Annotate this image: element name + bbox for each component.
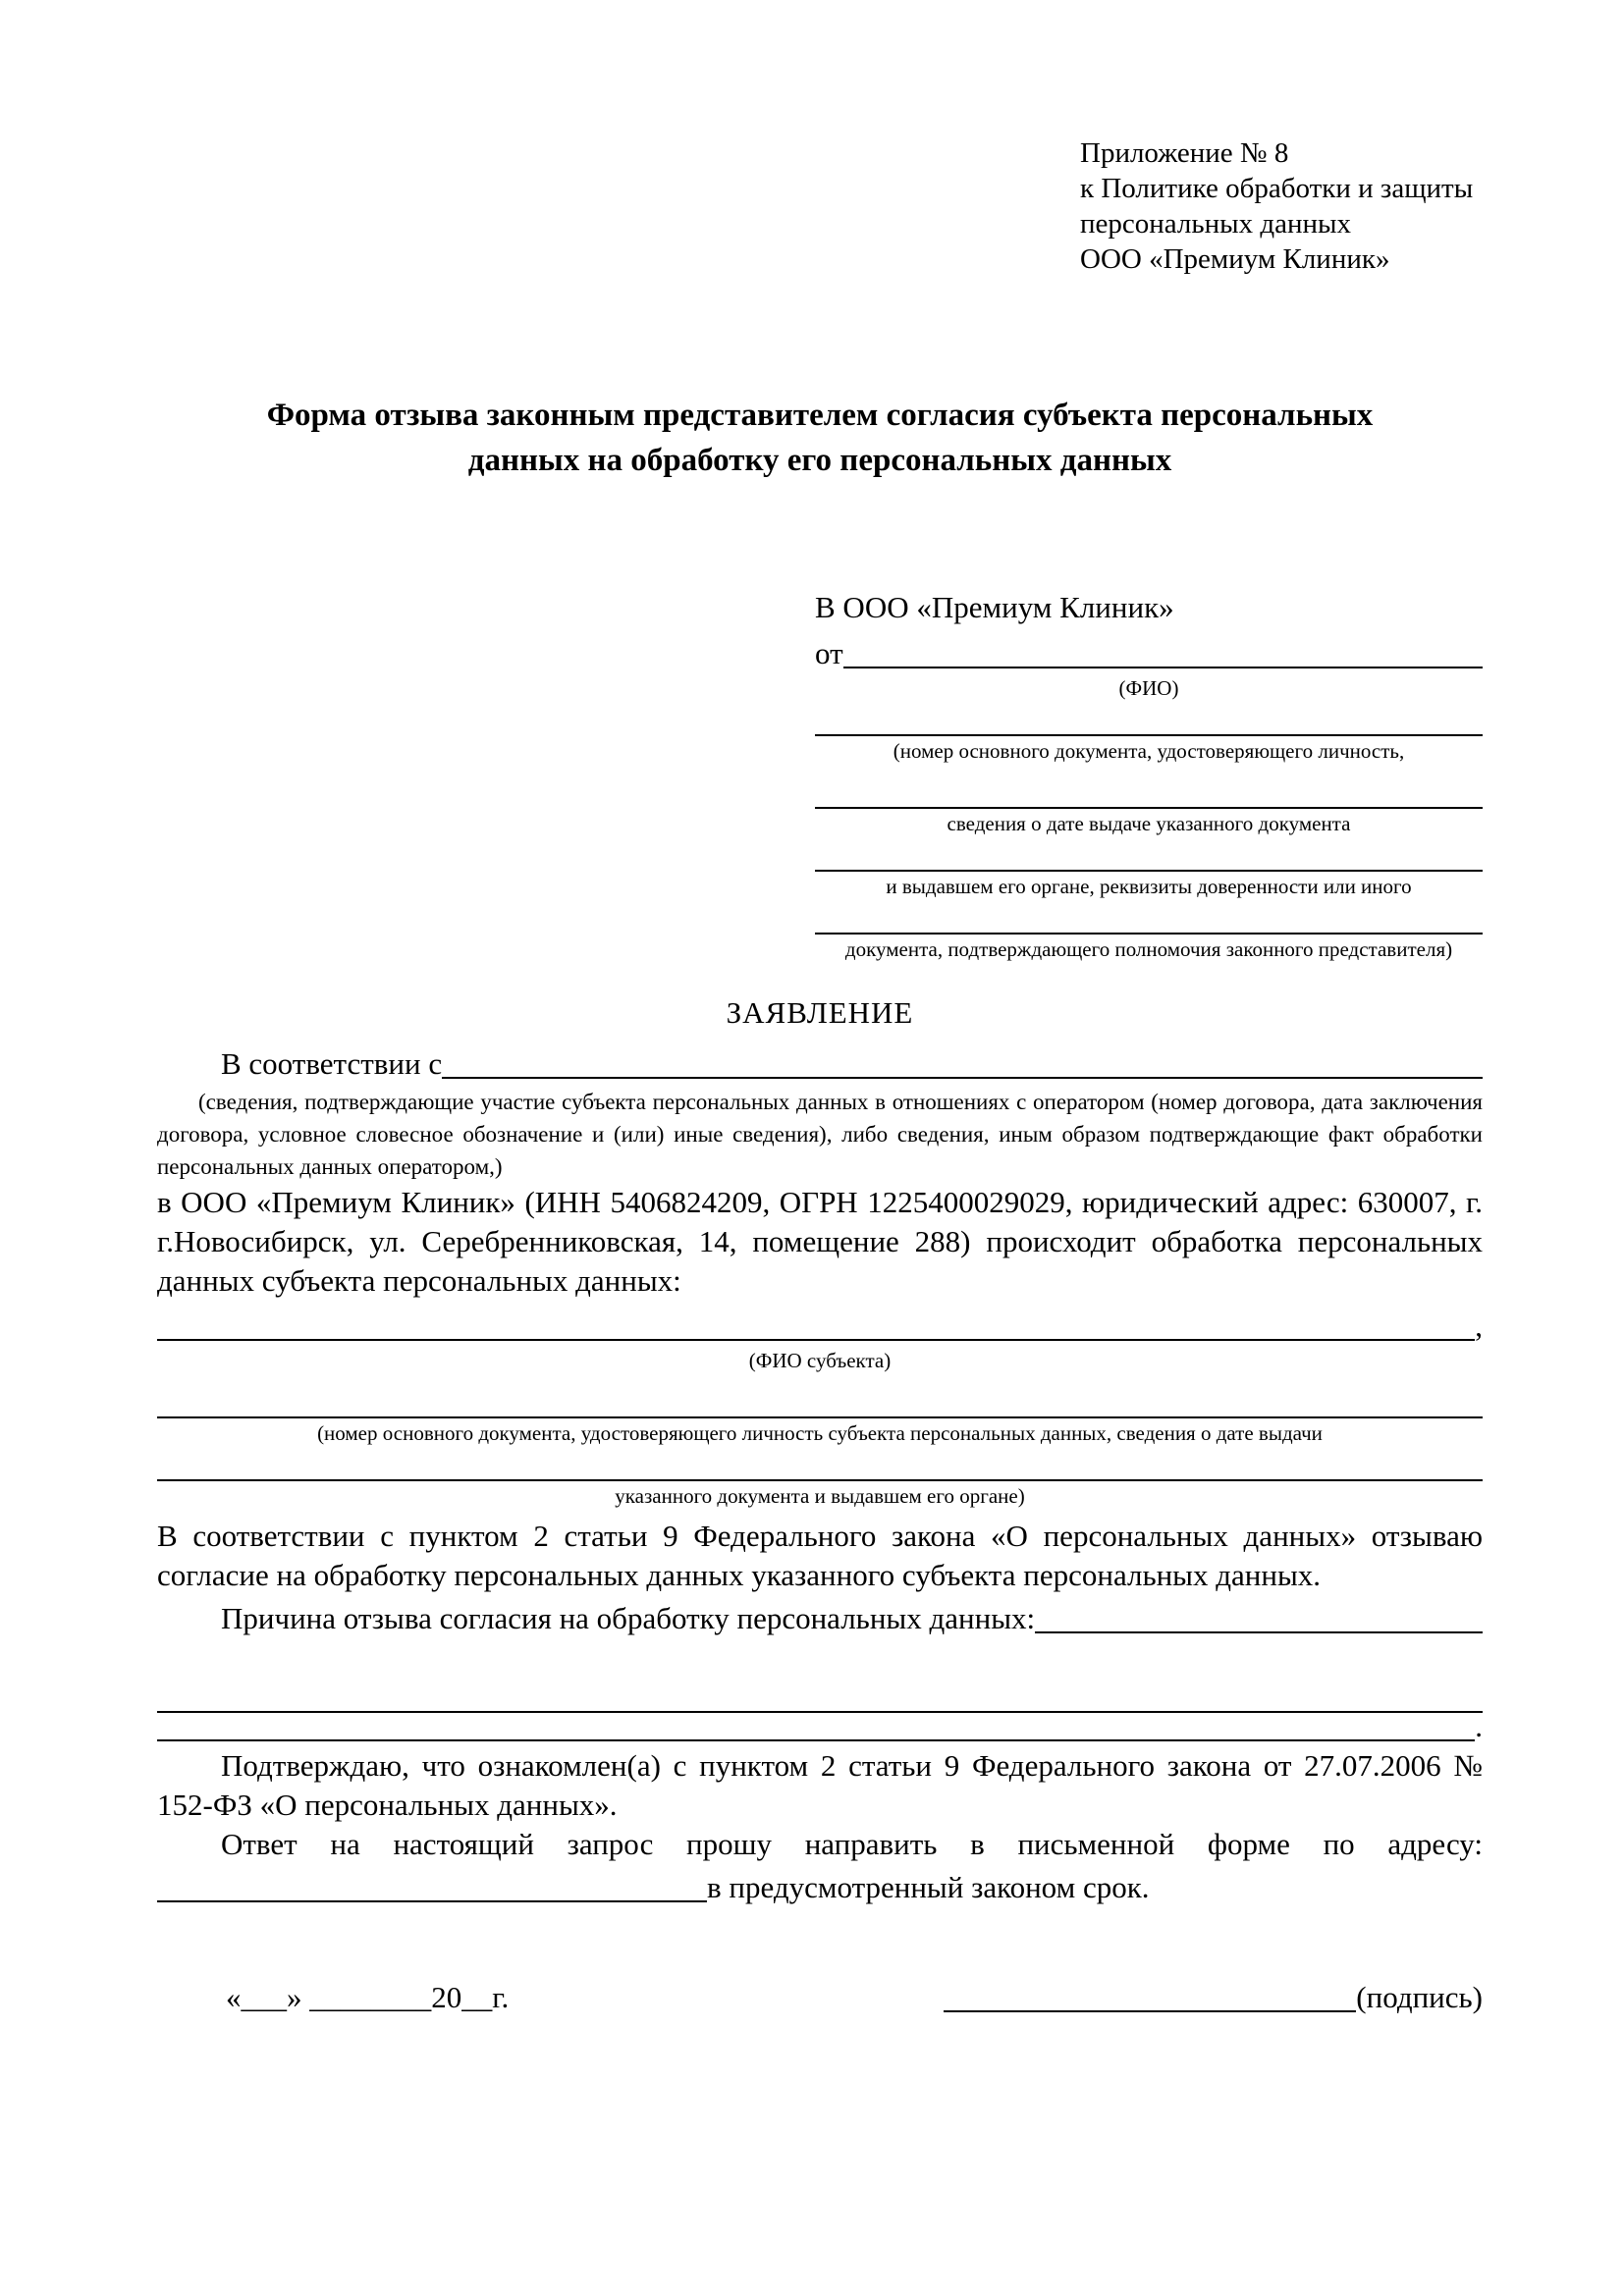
signature-caption: (подпись) xyxy=(1356,1980,1483,2014)
intro-blank-line xyxy=(442,1077,1483,1079)
subject-line-comma: , xyxy=(1475,1308,1483,1343)
issuing-authority-caption: и выдавшем его органе, реквизиты доверенности или иного xyxy=(886,875,1412,898)
from-label: от xyxy=(815,636,843,670)
from-blank-line xyxy=(843,667,1483,668)
appendix-line-3: персональных данных xyxy=(1080,208,1352,240)
reply-address-blank-line xyxy=(157,1900,707,1902)
subject-fio-caption: (ФИО субъекта) xyxy=(748,1349,892,1372)
appendix-line-1: Приложение № 8 xyxy=(1080,137,1289,169)
id-number-blank-line xyxy=(815,703,1483,736)
subject-id-caption: (номер основного документа, удостоверяющего личность субъекта персональных данных, сведения о дате выдачи xyxy=(317,1421,1323,1445)
reason-extra-blank-line-1 xyxy=(157,1678,1483,1713)
intro-note: (сведения, подтверждающие участие субъекта персональных данных в отношениях с оператором (номер договора, дата заключения договора, условное словесное обозначение и (или) иные сведения), либо сведения, иным образом подтверждающие факт обработки персональных данных оператором,) xyxy=(157,1090,1483,1179)
issuing-authority-blank-line xyxy=(815,838,1483,872)
reply-suffix: в предусмотренный законом срок. xyxy=(707,1870,1150,1904)
statement-intro-row xyxy=(157,1041,1483,1084)
withdrawal-paragraph: В соответствии с пунктом 2 статьи 9 Федерального закона «О персональных данных» отзываю согласие на обработку персональных данных указанного субъекта персональных данных. xyxy=(157,1519,1483,1592)
reply-address-line: Ответ на настоящий запрос прошу направить в письменной форме по адресу: xyxy=(221,1827,1483,1861)
id-number-caption: (номер основного документа, удостоверяющего личность, xyxy=(893,739,1405,763)
reason-extra-blank-line-2 xyxy=(157,1709,1483,1746)
addressee-block xyxy=(815,587,1483,964)
subject-authority-caption: указанного документа и выдавшем его органе) xyxy=(615,1484,1025,1508)
reason-prefix: Причина отзыва согласия на обработку персональных данных: xyxy=(221,1601,1036,1635)
reason-blank-line xyxy=(1035,1631,1483,1633)
document-title: Форма отзыва законным представителем согласия субъекта персональных данных на обработку его персональных данных xyxy=(266,398,1374,478)
appendix-line-2: к Политике обработки и защиты xyxy=(1080,173,1474,204)
fio-caption: (ФИО) xyxy=(1118,676,1179,700)
subject-authority-blank-line xyxy=(157,1448,1483,1481)
reply-address-row xyxy=(157,1864,1483,1907)
subject-fio-blank-line xyxy=(157,1339,1475,1341)
addressee-from-row xyxy=(815,628,1483,673)
subject-fio-row xyxy=(157,1308,1483,1346)
date-blank-line: «___» ________20__г. xyxy=(226,1980,510,2014)
reason-row xyxy=(157,1595,1483,1638)
issue-date-caption: сведения о дате выдаче указанного документа xyxy=(947,812,1351,835)
statement-heading: ЗАЯВЛЕНИЕ xyxy=(726,995,914,1030)
signature-blank-line xyxy=(944,2010,1356,2012)
authority-document-caption: документа, подтверждающего полномочия законного представителя) xyxy=(844,937,1453,961)
addressee-to: В ООО «Премиум Клиник» xyxy=(815,590,1174,624)
issue-date-blank-line xyxy=(815,766,1483,809)
blank-line-period: . xyxy=(1475,1709,1483,1743)
appendix-header xyxy=(1080,135,1483,277)
acknowledgement-paragraph: Подтверждаю, что ознакомлен(а) с пунктом 2 статьи 9 Федерального закона от 27.07.2006 № 152-ФЗ «О персональных данных». xyxy=(157,1748,1483,1822)
subject-id-blank-line xyxy=(157,1375,1483,1418)
authority-document-blank-line xyxy=(815,901,1483,934)
reason-extra-blank-line-2-rule xyxy=(157,1739,1475,1741)
appendix-line-4: ООО «Премиум Клиник» xyxy=(1080,243,1390,275)
intro-prefix: В соответствии с xyxy=(221,1046,443,1081)
operator-paragraph: в ООО «Премиум Клиник» (ИНН 5406824209, ОГРН 1225400029029, юридический адрес: 630007, г. г.Новосибирск, ул. Серебренниковская, 14, помещение 288) происходит обработка персональных данных субъекта персональных данных: xyxy=(157,1185,1483,1298)
footer-row xyxy=(157,1978,1483,2017)
